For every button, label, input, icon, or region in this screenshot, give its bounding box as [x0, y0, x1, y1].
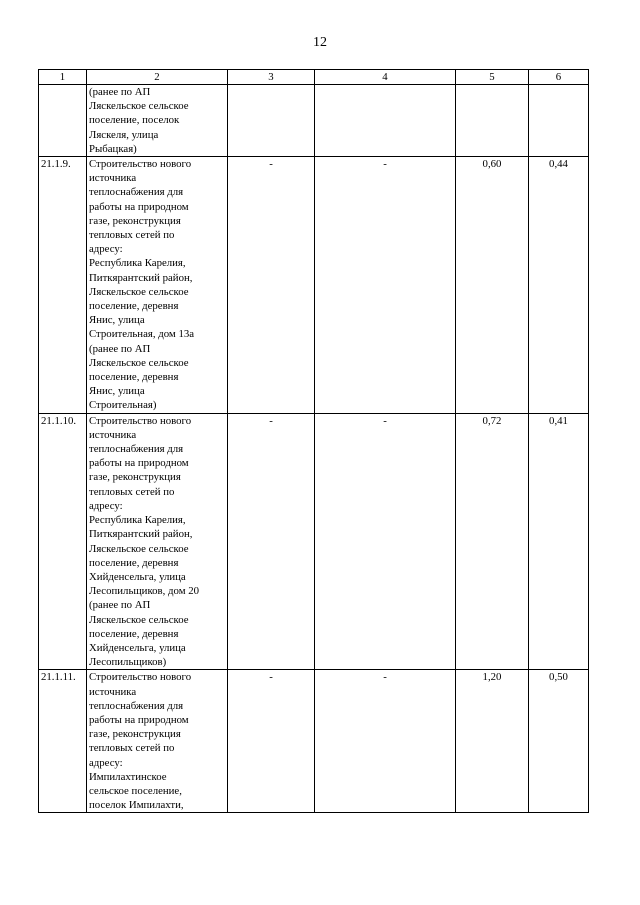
column-header: 4: [315, 70, 456, 85]
data-table: [38, 69, 589, 813]
row-col4: -: [315, 157, 456, 414]
row-col3: [228, 85, 315, 157]
table-header-row: [39, 70, 589, 85]
column-header: 5: [456, 70, 529, 85]
row-number: 21.1.9.: [39, 157, 87, 414]
row-col3: -: [228, 670, 315, 813]
row-description: Строительство нового источника теплоснабжения для работы на природном газе, реконструкция тепловых сетей по адресу: Импилахтинское сельское поселение, поселок Импилахти,: [87, 670, 228, 813]
row-col4: [315, 85, 456, 157]
row-col4: -: [315, 413, 456, 670]
row-number: 21.1.11.: [39, 670, 87, 813]
table-row: [39, 670, 589, 813]
row-col6: [529, 85, 589, 157]
table-row: [39, 413, 589, 670]
row-col5: [456, 85, 529, 157]
column-header: 2: [87, 70, 228, 85]
page-number: 12: [313, 35, 327, 50]
row-description: Строительство нового источника теплоснабжения для работы на природном газе, реконструкция тепловых сетей по адресу: Республика Карелия, Питкярантский район, Ляскельское сельское поселение, деревня Янис, улица Строительная, дом 13а (ранее по АП Ляскельское сельское поселение, деревня Янис, улица Строительная): [87, 157, 228, 414]
row-description: (ранее по АП Ляскельское сельское поселение, поселок Ляскеля, улица Рыбацкая): [87, 85, 228, 157]
row-col6: 0,41: [529, 413, 589, 670]
row-number: [39, 85, 87, 157]
table-row: [39, 157, 589, 414]
row-col5: 1,20: [456, 670, 529, 813]
row-col6: 0,50: [529, 670, 589, 813]
table-row: [39, 85, 589, 157]
row-col6: 0,44: [529, 157, 589, 414]
row-number: 21.1.10.: [39, 413, 87, 670]
row-col3: -: [228, 413, 315, 670]
column-header: 1: [39, 70, 87, 85]
row-col3: -: [228, 157, 315, 414]
row-col5: 0,60: [456, 157, 529, 414]
row-col4: -: [315, 670, 456, 813]
column-header: 6: [529, 70, 589, 85]
row-description: Строительство нового источника теплоснабжения для работы на природном газе, реконструкция тепловых сетей по адресу: Республика Карелия, Питкярантский район, Ляскельское сельское поселение, деревня Хийденсельга, улица Лесопильщиков, дом 20 (ранее по АП Ляскельское сельское поселение, деревня Хийденсельга, улица Лесопильщиков): [87, 413, 228, 670]
column-header: 3: [228, 70, 315, 85]
row-col5: 0,72: [456, 413, 529, 670]
